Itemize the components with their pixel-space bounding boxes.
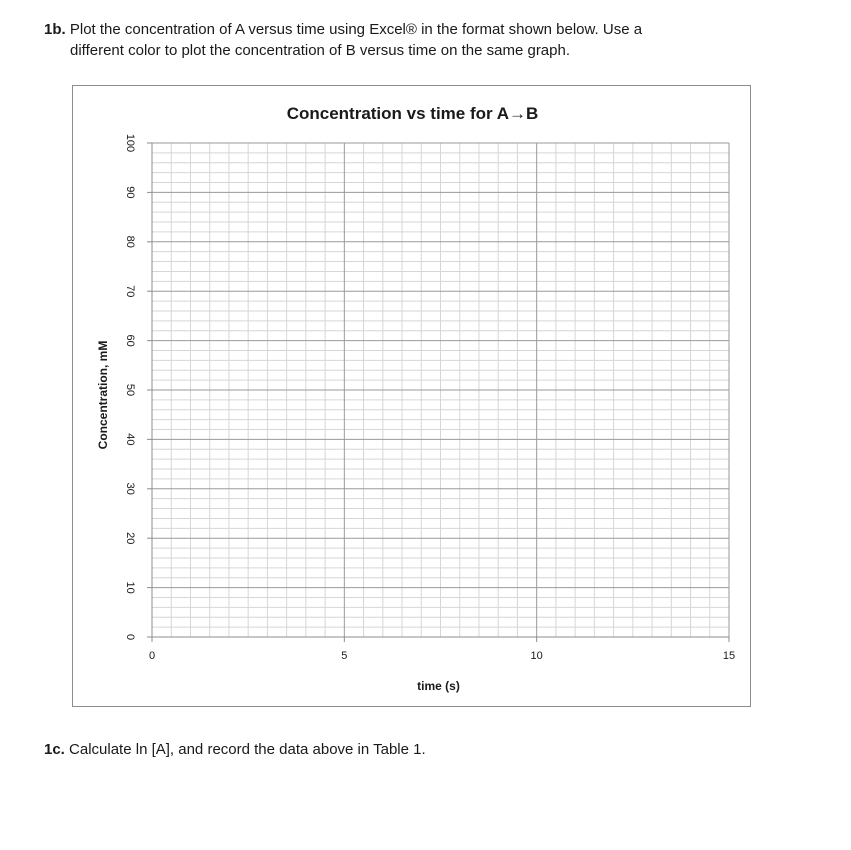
question-1b: [44, 19, 784, 61]
y-axis-label: Concentration, mM: [96, 340, 110, 450]
y-tick-label: 0: [124, 633, 136, 641]
question-1b-number: 1b.: [44, 21, 66, 38]
chart-title: Concentration vs time for A→B: [286, 104, 539, 123]
question-1c-text: Calculate ln [A], and record the data above in Table 1.: [69, 741, 426, 758]
y-tick-label: 10: [124, 581, 136, 594]
chart-area: [72, 85, 751, 707]
x-tick-label: 0: [148, 650, 156, 662]
y-tick-label: 70: [124, 285, 136, 298]
x-tick-label: 10: [530, 650, 543, 662]
y-tick-label: 40: [124, 433, 136, 446]
y-tick-label: 20: [124, 532, 136, 545]
y-tick-label: 60: [124, 334, 136, 347]
y-tick-label: 100: [124, 133, 136, 153]
y-tick-label: 30: [124, 482, 136, 495]
y-tick-label: 90: [124, 186, 136, 199]
chart-plot: [73, 86, 752, 708]
question-1c-number: 1c.: [44, 741, 65, 758]
x-tick-label: 15: [722, 650, 736, 662]
y-tick-label: 80: [124, 235, 136, 248]
question-1c: [44, 739, 426, 760]
y-tick-label: 50: [124, 383, 136, 397]
x-tick-label: 5: [341, 650, 348, 662]
x-axis-label: time (s): [417, 679, 460, 693]
question-1b-line2: different color to plot the concentration of B versus time on the same graph.: [70, 42, 571, 59]
question-1b-line1: Plot the concentration of A versus time using Excel® in the format shown below. Use a: [69, 21, 643, 38]
